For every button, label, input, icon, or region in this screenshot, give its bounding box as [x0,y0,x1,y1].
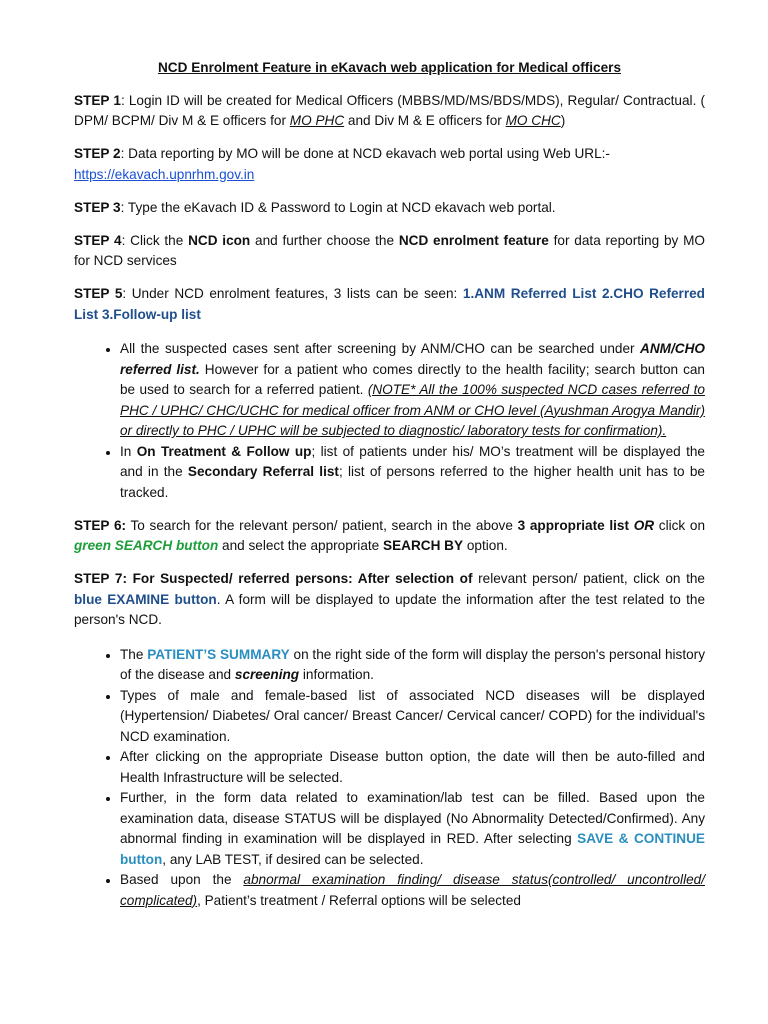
mo-chc: MO CHC [505,113,561,128]
step-4-text: : Click the [121,232,189,248]
step-2 [74,144,705,185]
note-text: (NOTE* All the 100% suspected NCD cases referred to PHC / UPHC/ CHC/UCHC for medical officer from ANM or CHO level (Ayushman Arogya Mandir) or directly to PHC / UPHC will be subjected to diagnostic/ laboratory tests for confirmation). [120,382,705,438]
step-7-bullet-1 [120,645,705,686]
bullet-text-2: on the right side of the form will display the person's personal history of the disease and [120,646,706,682]
ekavach-url-link[interactable]: https://ekavach.upnrhm.gov.in [74,166,255,182]
step-3-label: STEP 3 [74,199,121,215]
step-3-text: : Type the eKavach ID & Password to Login at NCD ekavach web portal. [120,199,556,215]
bullet-text-2: However for a patient who comes directly to the health facility; search button can be used to search for a referred patient. [120,361,705,397]
step-5-bullet-1 [120,339,705,442]
green-search-button-text: green SEARCH button [74,538,219,553]
bullet-text: The [120,646,148,662]
step-6-text-3: and select the appropriate [218,538,383,553]
step-1 [74,91,705,132]
step-3 [74,198,705,219]
step-1-text-3: ) [560,113,566,128]
step-7-label: STEP 7: For Suspected/ referred persons: After selection of [74,571,473,586]
step-7-text: relevant person/ patient, click on the [472,571,705,586]
page-title: NCD Enrolment Feature in eKavach web application for Medical officers [157,60,622,75]
screening-text: screening [234,667,300,682]
step-7-bullet-2: • Types of male and female-based list of associated NCD diseases will be displayed (Hypertension/ Diabetes/ Oral cancer/ Breast Cancer/ Cervical cancer/ COPD) for the individual's NCD examination. [120,686,705,748]
save-continue-button-text: SAVE & CONTINUE button [120,831,705,867]
step-7-text-2: . A form will be displayed to update the information after the test related to the person's NCD. [74,591,706,627]
step-6-text-2: click on [654,517,706,533]
step-1-text: : Login ID will be created for Medical Officers (MBBS/MD/MS/BDS/MDS), Regular/ Contractual. ( DPM/ BCPM/ Div M & E officers for [74,92,705,128]
step-7-bullets [74,645,705,912]
bullet-text: Further, in the form data related to examination/lab test can be filled. Based upon the examination data, disease STATUS will be displayed (No Abnormality Detected/Confirmed). Any abnormal finding in examination will be displayed in RED. After selecting [120,790,705,846]
step-7 [74,569,705,631]
step-4-text-3: for data reporting by MO for NCD services [74,232,705,268]
or-text: OR [633,517,655,533]
step-5-text: : Under NCD enrolment features, 3 lists can be seen: [122,286,463,301]
bullet-text-3: ; list of persons referred to the higher health unit has to be tracked. [120,464,705,500]
referred-lists: 1.ANM Referred List 2.CHO Referred List 3.Follow-up list [74,286,705,322]
step-7-bullet-5 [120,870,705,911]
mo-phc: MO PHC [289,113,345,128]
step-6 [74,516,705,557]
step-4-text-2: and further choose the [250,232,399,248]
patients-summary-text: PATIENT’S SUMMARY [147,646,290,662]
step-7-bullet-3: • After clicking on the appropriate Disease button option, the date will then be auto-filled and Health Infrastructure will be selected. [120,747,705,788]
appropriate-list: 3 appropriate list [517,517,629,533]
step-7-bullet-4 [120,788,705,870]
step-5-bullets [74,339,705,503]
anm-cho-referred-list: ANM/CHO referred list. [120,341,705,377]
bullet-text: Based upon the [120,872,244,887]
bullet-text: All the suspected cases sent after screening by ANM/CHO can be searched under [120,341,641,356]
on-treatment-follow-up: On Treatment & Follow up [136,443,312,459]
ncd-icon-text: NCD icon [188,232,251,248]
step-2-label: STEP 2 [74,146,121,161]
step-5-bullet-2 [120,442,705,504]
step-4-label: STEP 4 [74,232,122,248]
step-6-text: To search for the relevant person/ patient, search in the above [126,517,518,533]
search-by-text: SEARCH BY [383,538,464,553]
step-1-label: STEP 1 [74,92,121,108]
step-4 [74,231,705,272]
bullet-text-3: information. [299,667,374,682]
secondary-referral-list: Secondary Referral list [187,464,339,479]
step-6-text-4: option. [463,538,508,553]
bullet-text-2: ; list of patients under his/ MO’s treatment will be displayed the and in the [120,443,705,479]
blue-examine-button-text: blue EXAMINE button [74,591,217,607]
step-6-label: STEP 6: [74,517,127,533]
document-page [74,58,705,924]
ncd-enrolment-feature-text: NCD enrolment feature [398,232,549,248]
step-2-text: : Data reporting by MO will be done at NCD ekavach web portal using Web URL:- [120,146,610,161]
abnormal-finding-text: abnormal examination finding/ disease status(controlled/ uncontrolled/ complicated) [120,872,705,908]
step-1-text-2: and Div M & E officers for [344,113,506,128]
bullet-text-2: , Patient’s treatment / Referral options will be selected [197,892,521,908]
bullet-text-2: , any LAB TEST, if desired can be selected. [162,851,424,867]
bullet-text: In [120,443,137,459]
step-5-label: STEP 5 [74,286,123,301]
step-5 [74,284,705,325]
